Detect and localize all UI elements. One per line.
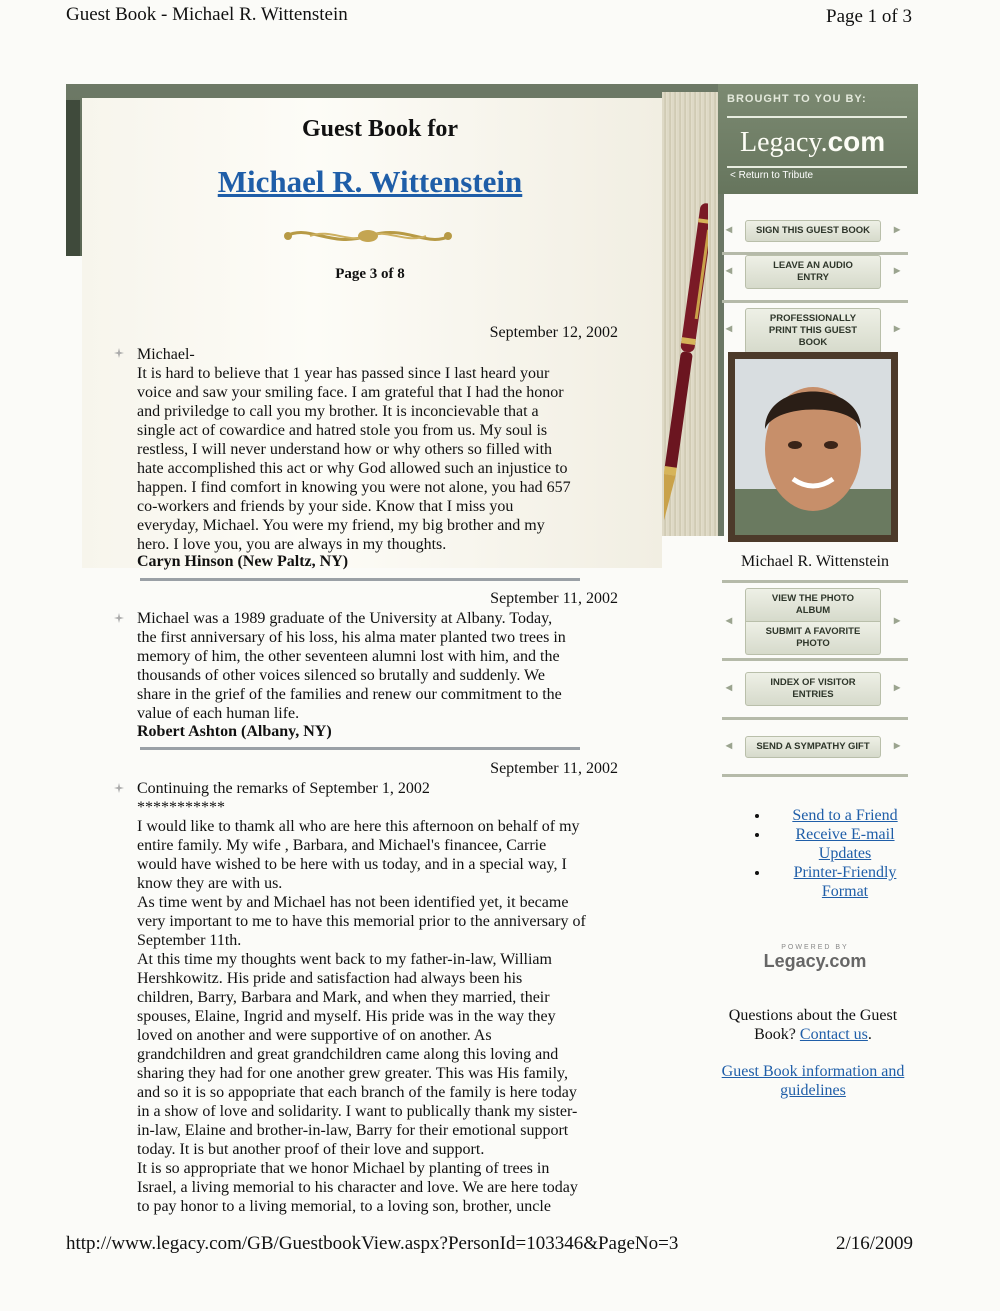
sign-guestbook-label: SIGN THIS GUEST BOOK [745,220,881,242]
entry-author: Caryn Hinson (New Paltz, NY) [137,553,349,570]
contact-us-link[interactable]: Contact us [799,1026,868,1043]
entry-bullet-icon [114,613,124,623]
button-right-cap-icon: ▸ [893,680,901,694]
sidebar-separator [722,658,908,661]
email-updates-link[interactable]: Receive E-mail Updates [795,826,895,862]
button-left-cap-icon: ◂ [725,613,733,627]
entry-bullet-icon [114,783,124,793]
return-to-tribute-link[interactable]: < Return to Tribute [730,170,814,181]
entry-text: Continuing the remarks of September 1, 2002 *********** I would like to thamk all who are here this afternoon on behalf of my entire family. My wife , Barbara, and Michael's financee, Carrie would have wished to be here with us today, and in a special way, I know they are with us. As time went by and Michael has not been identified yet, it became very important to me to have this memorial prior to the anniversary of September 11th. At this time my thoughts went back to my father-in-law, William Hershkowitz. His pride and satisfaction had always been his children, Barry, Barbara and Mark, and when they married, their spouses, Elaine, Ingrid and myself. His pride was in the way they loved on another and were supportive of on another. As grandchildren and great grandchildren came along this loving and sharing they had for one another grew greater. This was His family, and so it is so appopriate that each branch of the family is here today in a show of love and solidarity. I want to publically thank my sister- in-law, Elaine and brother-in-law, Barry for their emotional support today. It is but another proof of their love and support. It is so appropriate that we honor Michael by planting of trees in Israel, a living memorial to his character and love. We are here today to pay honor to a living memorial, to a loving son, brother, uncle [137,780,586,1215]
entry-text: Michael was a 1989 graduate of the University at Albany. Today, the first anniversary of his loss, his alma mater planted two trees in memory of him, the other seventeen alumni lost with him, and the thousands of other voices silenced so brutally and suddenly. We share in the grief of the families and renew our commitment to the value of each human life. [137,610,566,722]
sidebar-separator [722,717,908,720]
submit-favorite-photo-button[interactable]: SUBMIT A FAVORITE PHOTO [745,622,881,655]
list-item [770,863,920,901]
print-footer-date: 2/16/2009 [836,1233,914,1254]
sidebar-divider [727,166,907,168]
button-left-cap-icon: ◂ [725,680,733,694]
legacy-logo[interactable] [740,126,885,159]
guestbook-person-name-link[interactable]: Michael R. Wittenstein [217,164,523,199]
legacy-logo-text: Legacy. [740,127,828,158]
ornament-flourish-icon [280,222,456,250]
sympathy-gift-button[interactable] [722,733,904,761]
button-left-cap-icon: ◂ [725,321,733,335]
book-spine [66,100,80,256]
sign-guestbook-button[interactable] [722,217,904,245]
print-header-page: Page 1 of 3 [826,6,913,27]
legacy-logo-bold: com [827,126,886,157]
audio-entry-label: LEAVE AN AUDIO ENTRY [745,255,881,289]
list-item [770,806,920,825]
sidebar-separator [722,580,908,583]
entry-divider [140,747,580,750]
entry-text: Michael- It is hard to believe that 1 year has passed since I last heard your voice and saw your smiling face. I am grateful that I had the honor and priviledge to call you my brother. It is inconcievable that a single act of cowardice and hatred stole you from us. My soul is restless, I will never understand how or why others so filled with hate accomplished this act or why God allowed such an injustice to happen. I find comfort in knowing you were not alone, you had 657 co-workers and friends by your side. Know that I miss you everyday, Michael. You were my friend, my big brother and my hero. I love you, you are always in my thoughts. [137,346,571,553]
print-footer-url: http://www.legacy.com/GB/GuestbookView.aspx?PersonId=103346&PageNo=3 [66,1233,679,1254]
button-left-cap-icon: ◂ [725,222,733,236]
visitor-index-button[interactable] [722,675,904,703]
guidelines-block [718,1062,908,1100]
print-guestbook-label: PROFESSIONALLY PRINT THIS GUEST BOOK [745,308,881,354]
sidebar-separator [722,774,908,777]
questions-text: Questions about the Guest Book? Contact us. [728,1007,898,1043]
print-guestbook-button[interactable] [722,313,904,348]
brought-by-label: BROUGHT TO YOU BY: [727,93,867,105]
photo-album-group [722,592,904,649]
audio-entry-button[interactable] [722,258,904,286]
entry-date: September 12, 2002 [489,324,618,341]
entry-bullet-icon [114,348,124,358]
sympathy-gift-label: SEND A SYMPATHY GIFT [745,736,881,758]
button-left-cap-icon: ◂ [725,263,733,277]
button-right-cap-icon: ▸ [893,263,901,277]
entry-divider [140,578,580,581]
list-item [770,825,920,863]
fountain-pen-icon [664,198,708,534]
powered-by-logo[interactable] [760,944,870,972]
button-right-cap-icon: ▸ [893,222,901,236]
portrait-photo[interactable] [735,359,891,535]
button-right-cap-icon: ▸ [893,738,901,752]
sidebar-links [750,806,920,901]
view-photo-album-button[interactable]: VIEW THE PHOTO ALBUM [745,588,881,622]
entry-date: September 11, 2002 [490,760,618,777]
powered-by-legacy-logo: Legacy.com [763,951,867,971]
guidelines-link[interactable]: Guest Book information and guidelines [721,1063,905,1099]
sidebar-separator [722,300,908,303]
guestbook-for-label: Guest Book for [302,116,458,142]
page-indicator: Page 3 of 8 [335,266,405,282]
photo-caption: Michael R. Wittenstein [741,553,889,570]
button-right-cap-icon: ▸ [893,321,901,335]
questions-label: Questions about the Guest Book? [728,1007,898,1043]
powered-by-label: POWERED BY [781,944,849,951]
button-right-cap-icon: ▸ [893,613,901,627]
button-left-cap-icon: ◂ [725,738,733,752]
entry-date: September 11, 2002 [490,590,618,607]
sidebar-divider [727,116,907,118]
visitor-index-label: INDEX OF VISITOR ENTRIES [745,672,881,706]
printer-friendly-link[interactable]: Printer-Friendly Format [793,864,897,900]
entry-author: Robert Ashton (Albany, NY) [137,723,332,740]
send-to-friend-link[interactable]: Send to a Friend [792,807,898,824]
print-header-title: Guest Book - Michael R. Wittenstein [66,4,348,25]
